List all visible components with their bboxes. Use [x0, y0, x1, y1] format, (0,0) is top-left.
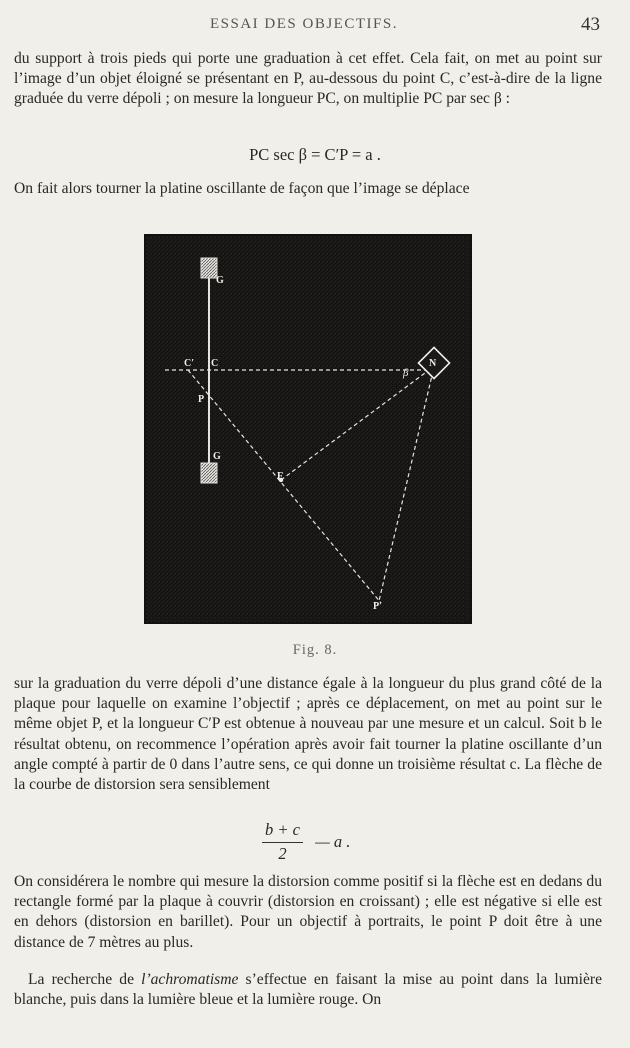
emphasis-achromatisme: l’achromatisme	[141, 971, 239, 988]
fraction-formula	[262, 820, 350, 864]
label-c: C	[211, 358, 219, 369]
page-number: 43	[581, 14, 600, 35]
running-title: ESSAI DES OBJECTIFS.	[210, 16, 398, 32]
paragraph-1: du support à trois pieds qui porte une graduation à cet effet. Cela fait, on met au point sur l’image d’un objet éloigné se présentant en P, au-dessous du point C, c’est-à-dire de la ligne graduée du verre dépoli ; on mesure la longueur PC, on multiplie PC par sec β :	[14, 50, 602, 108]
figure-8-diagram	[143, 233, 473, 625]
paragraph-5-end: s’effectue en faisant la mise au point dans la lumière blanche, puis dans la lumière bleue et la lumière rouge. On	[14, 971, 602, 1009]
figure-caption: Fig. 8.	[292, 642, 338, 658]
label-beta: β	[403, 367, 409, 379]
figure-8	[143, 233, 473, 625]
fraction	[262, 820, 303, 864]
scale-end-top	[201, 258, 217, 278]
fraction-denominator: 2	[278, 844, 287, 863]
running-head	[0, 14, 630, 38]
formula-sec-beta: PC sec β = C′P = a .	[249, 145, 381, 164]
label-g-bottom: G	[213, 451, 221, 462]
label-p: P	[198, 394, 205, 405]
fraction-numerator: b + c	[262, 820, 303, 843]
scale-end-bottom	[201, 463, 217, 483]
figure-background	[145, 235, 471, 623]
label-n: N	[429, 358, 437, 369]
label-c-prime: C′	[184, 358, 195, 369]
fraction-tail: — a .	[315, 832, 351, 851]
label-f: F	[277, 471, 284, 482]
paragraph-4: On considérera le nombre qui mesure la distorsion comme positif si la flèche est en dedans du rectangle formé par la plaque à couvrir (distorsion en croissant) ; elle est négative si elle est en dehors (distorsion en barillet). Pour un objectif à portraits, le point P doit être à une distance de 7 mètres au plus.	[14, 873, 602, 951]
paragraph-3: sur la graduation du verre dépoli d’une distance égale à la longueur du plus grand côté de la plaque pour laquelle on examine l’objectif ; après ce déplacement, on met au point sur le même objet P, et la longueur C′P est obtenue à nouveau par une mesure et un calcul. Soit b le résultat obtenu, on recommence l’opération après avoir fait tourner la platine oscillante d’un angle compté à partir de 0 dans l’autre sens, ce qui donne un troisième résultat c. La flèche de la courbe de distorsion sera sensiblement	[14, 675, 602, 794]
paragraph-5	[14, 970, 602, 1010]
label-g-top: G	[216, 275, 224, 286]
paragraph-2: On fait alors tourner la platine oscillante de façon que l’image se déplace	[14, 180, 470, 197]
paragraph-5-start: La recherche de	[28, 971, 142, 988]
label-p-prime: P′	[373, 601, 382, 612]
